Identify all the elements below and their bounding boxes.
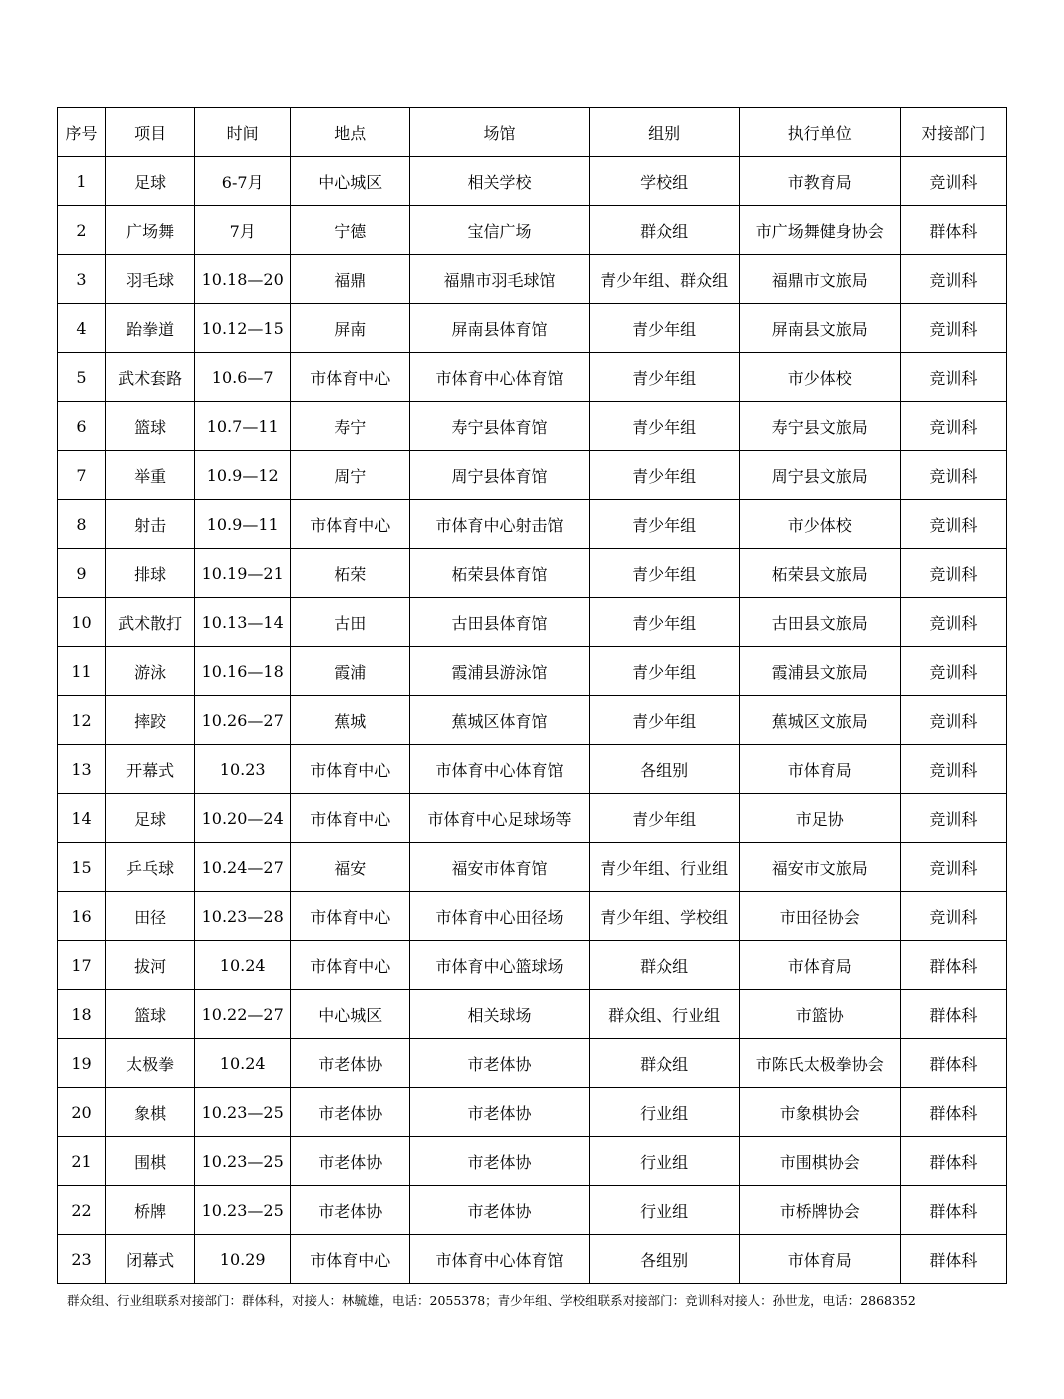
cell-group: 群众组、行业组: [589, 990, 739, 1039]
cell-venue: 霞浦县游泳馆: [410, 647, 589, 696]
header-group: 组别: [589, 108, 739, 157]
cell-location: 周宁: [291, 451, 410, 500]
cell-group: 青少年组、行业组: [589, 843, 739, 892]
cell-group: 青少年组、学校组: [589, 892, 739, 941]
cell-time: 10.16—18: [195, 647, 291, 696]
cell-executor: 古田县文旅局: [739, 598, 900, 647]
cell-index: 14: [58, 794, 106, 843]
cell-venue: 福鼎市羽毛球馆: [410, 255, 589, 304]
cell-department: 竞训科: [900, 353, 1006, 402]
cell-venue: 相关学校: [410, 157, 589, 206]
cell-location: 市体育中心: [291, 892, 410, 941]
cell-location: 中心城区: [291, 990, 410, 1039]
cell-time: 10.24—27: [195, 843, 291, 892]
cell-event: 武术套路: [106, 353, 195, 402]
cell-group: 青少年组、群众组: [589, 255, 739, 304]
cell-location: 福鼎: [291, 255, 410, 304]
cell-department: 竞训科: [900, 549, 1006, 598]
cell-department: 竞训科: [900, 255, 1006, 304]
table-row: [58, 1186, 1007, 1235]
cell-location: 宁德: [291, 206, 410, 255]
cell-executor: 蕉城区文旅局: [739, 696, 900, 745]
cell-executor: 市少体校: [739, 353, 900, 402]
cell-group: 青少年组: [589, 451, 739, 500]
schedule-table: [57, 107, 1007, 1284]
cell-index: 19: [58, 1039, 106, 1088]
cell-venue: 柘荣县体育馆: [410, 549, 589, 598]
cell-department: 竞训科: [900, 451, 1006, 500]
cell-department: 竞训科: [900, 304, 1006, 353]
table-row: [58, 255, 1007, 304]
cell-executor: 屏南县文旅局: [739, 304, 900, 353]
cell-department: 竞训科: [900, 794, 1006, 843]
cell-executor: 市围棋协会: [739, 1137, 900, 1186]
cell-executor: 市陈氏太极拳协会: [739, 1039, 900, 1088]
table-row: [58, 353, 1007, 402]
cell-venue: 蕉城区体育馆: [410, 696, 589, 745]
cell-location: 市体育中心: [291, 794, 410, 843]
cell-executor: 市足协: [739, 794, 900, 843]
cell-index: 9: [58, 549, 106, 598]
cell-event: 广场舞: [106, 206, 195, 255]
header-executor: 执行单位: [739, 108, 900, 157]
cell-venue: 市体育中心射击馆: [410, 500, 589, 549]
cell-index: 10: [58, 598, 106, 647]
header-department: 对接部门: [900, 108, 1006, 157]
cell-location: 寿宁: [291, 402, 410, 451]
cell-time: 10.20—24: [195, 794, 291, 843]
cell-executor: 周宁县文旅局: [739, 451, 900, 500]
cell-executor: 市教育局: [739, 157, 900, 206]
cell-department: 竞训科: [900, 402, 1006, 451]
cell-executor: 市象棋协会: [739, 1088, 900, 1137]
cell-location: 蕉城: [291, 696, 410, 745]
cell-time: 10.26—27: [195, 696, 291, 745]
cell-executor: 市体育局: [739, 745, 900, 794]
cell-executor: 市田径协会: [739, 892, 900, 941]
cell-event: 象棋: [106, 1088, 195, 1137]
cell-executor: 市体育局: [739, 1235, 900, 1284]
cell-venue: 市老体协: [410, 1039, 589, 1088]
cell-time: 10.29: [195, 1235, 291, 1284]
cell-location: 市老体协: [291, 1137, 410, 1186]
cell-location: 市体育中心: [291, 500, 410, 549]
cell-event: 篮球: [106, 402, 195, 451]
header-location: 地点: [291, 108, 410, 157]
cell-group: 各组别: [589, 1235, 739, 1284]
cell-department: 竞训科: [900, 745, 1006, 794]
cell-index: 4: [58, 304, 106, 353]
cell-group: 青少年组: [589, 647, 739, 696]
cell-venue: 屏南县体育馆: [410, 304, 589, 353]
cell-department: 竞训科: [900, 647, 1006, 696]
cell-location: 中心城区: [291, 157, 410, 206]
cell-index: 15: [58, 843, 106, 892]
table-row: [58, 843, 1007, 892]
cell-event: 开幕式: [106, 745, 195, 794]
cell-time: 10.22—27: [195, 990, 291, 1039]
cell-department: 竞训科: [900, 157, 1006, 206]
cell-group: 行业组: [589, 1186, 739, 1235]
cell-time: 10.6—7: [195, 353, 291, 402]
cell-venue: 市体育中心体育馆: [410, 353, 589, 402]
table-body: [58, 157, 1007, 1284]
cell-index: 22: [58, 1186, 106, 1235]
cell-index: 21: [58, 1137, 106, 1186]
cell-index: 8: [58, 500, 106, 549]
cell-executor: 寿宁县文旅局: [739, 402, 900, 451]
cell-time: 10.23—25: [195, 1186, 291, 1235]
cell-event: 乒乓球: [106, 843, 195, 892]
cell-location: 古田: [291, 598, 410, 647]
cell-event: 摔跤: [106, 696, 195, 745]
cell-group: 群众组: [589, 1039, 739, 1088]
table-row: [58, 549, 1007, 598]
cell-time: 10.9—12: [195, 451, 291, 500]
header-index: 序号: [58, 108, 106, 157]
cell-index: 3: [58, 255, 106, 304]
cell-time: 10.18—20: [195, 255, 291, 304]
cell-event: 武术散打: [106, 598, 195, 647]
table-row: [58, 157, 1007, 206]
cell-index: 23: [58, 1235, 106, 1284]
table-row: [58, 696, 1007, 745]
cell-index: 1: [58, 157, 106, 206]
cell-group: 群众组: [589, 941, 739, 990]
cell-index: 17: [58, 941, 106, 990]
cell-time: 10.24: [195, 941, 291, 990]
cell-group: 行业组: [589, 1137, 739, 1186]
cell-department: 竞训科: [900, 500, 1006, 549]
cell-group: 青少年组: [589, 696, 739, 745]
cell-index: 13: [58, 745, 106, 794]
cell-executor: 市桥牌协会: [739, 1186, 900, 1235]
header-time: 时间: [195, 108, 291, 157]
cell-event: 跆拳道: [106, 304, 195, 353]
table-row: [58, 647, 1007, 696]
cell-executor: 市体育局: [739, 941, 900, 990]
cell-venue: 市体育中心足球场等: [410, 794, 589, 843]
cell-time: 10.23—25: [195, 1088, 291, 1137]
cell-index: 11: [58, 647, 106, 696]
cell-event: 桥牌: [106, 1186, 195, 1235]
table-row: [58, 500, 1007, 549]
table-row: [58, 745, 1007, 794]
cell-location: 市体育中心: [291, 745, 410, 794]
table-row: [58, 598, 1007, 647]
cell-index: 18: [58, 990, 106, 1039]
table-row: [58, 402, 1007, 451]
cell-index: 2: [58, 206, 106, 255]
cell-group: 青少年组: [589, 598, 739, 647]
cell-location: 柘荣: [291, 549, 410, 598]
cell-location: 市体育中心: [291, 941, 410, 990]
cell-venue: 相关球场: [410, 990, 589, 1039]
cell-department: 群体科: [900, 1137, 1006, 1186]
cell-event: 排球: [106, 549, 195, 598]
cell-executor: 市广场舞健身协会: [739, 206, 900, 255]
cell-group: 青少年组: [589, 353, 739, 402]
cell-executor: 福安市文旅局: [739, 843, 900, 892]
cell-group: 各组别: [589, 745, 739, 794]
cell-venue: 市体育中心田径场: [410, 892, 589, 941]
cell-group: 学校组: [589, 157, 739, 206]
cell-index: 6: [58, 402, 106, 451]
table-row: [58, 206, 1007, 255]
cell-event: 足球: [106, 794, 195, 843]
cell-group: 青少年组: [589, 549, 739, 598]
cell-group: 青少年组: [589, 794, 739, 843]
schedule-sheet: [57, 107, 1007, 1309]
cell-venue: 市体育中心篮球场: [410, 941, 589, 990]
cell-group: 行业组: [589, 1088, 739, 1137]
header-venue: 场馆: [410, 108, 589, 157]
cell-venue: 市老体协: [410, 1088, 589, 1137]
cell-event: 田径: [106, 892, 195, 941]
cell-executor: 市少体校: [739, 500, 900, 549]
cell-time: 6-7月: [195, 157, 291, 206]
cell-department: 群体科: [900, 1235, 1006, 1284]
cell-venue: 市老体协: [410, 1137, 589, 1186]
cell-department: 竞训科: [900, 843, 1006, 892]
cell-event: 太极拳: [106, 1039, 195, 1088]
cell-group: 青少年组: [589, 304, 739, 353]
cell-venue: 周宁县体育馆: [410, 451, 589, 500]
table-row: [58, 451, 1007, 500]
header-event: 项目: [106, 108, 195, 157]
cell-location: 屏南: [291, 304, 410, 353]
cell-index: 16: [58, 892, 106, 941]
cell-event: 射击: [106, 500, 195, 549]
table-row: [58, 304, 1007, 353]
cell-time: 10.13—14: [195, 598, 291, 647]
table-row: [58, 941, 1007, 990]
cell-department: 竞训科: [900, 598, 1006, 647]
cell-index: 20: [58, 1088, 106, 1137]
cell-time: 10.19—21: [195, 549, 291, 598]
cell-venue: 古田县体育馆: [410, 598, 589, 647]
cell-department: 群体科: [900, 206, 1006, 255]
cell-group: 青少年组: [589, 402, 739, 451]
cell-venue: 市体育中心体育馆: [410, 1235, 589, 1284]
cell-venue: 福安市体育馆: [410, 843, 589, 892]
cell-location: 市老体协: [291, 1088, 410, 1137]
cell-executor: 霞浦县文旅局: [739, 647, 900, 696]
table-row: [58, 1137, 1007, 1186]
cell-department: 群体科: [900, 1186, 1006, 1235]
cell-time: 10.9—11: [195, 500, 291, 549]
cell-time: 10.23—25: [195, 1137, 291, 1186]
cell-executor: 福鼎市文旅局: [739, 255, 900, 304]
table-row: [58, 892, 1007, 941]
cell-venue: 市老体协: [410, 1186, 589, 1235]
cell-index: 5: [58, 353, 106, 402]
cell-department: 群体科: [900, 990, 1006, 1039]
cell-time: 7月: [195, 206, 291, 255]
table-row: [58, 1235, 1007, 1284]
cell-time: 10.12—15: [195, 304, 291, 353]
cell-location: 市体育中心: [291, 353, 410, 402]
table-row: [58, 794, 1007, 843]
table-row: [58, 990, 1007, 1039]
cell-event: 篮球: [106, 990, 195, 1039]
cell-time: 10.24: [195, 1039, 291, 1088]
cell-location: 市老体协: [291, 1186, 410, 1235]
cell-venue: 寿宁县体育馆: [410, 402, 589, 451]
cell-venue: 市体育中心体育馆: [410, 745, 589, 794]
cell-executor: 市篮协: [739, 990, 900, 1039]
cell-executor: 柘荣县文旅局: [739, 549, 900, 598]
table-row: [58, 1039, 1007, 1088]
table-row: [58, 1088, 1007, 1137]
contact-note: 群众组、行业组联系对接部门：群体科，对接人：林毓雄，电话：2055378；青少年组、学校组联系对接部门：竞训科对接人：孙世龙，电话：2868352: [67, 1293, 916, 1308]
cell-venue: 宝信广场: [410, 206, 589, 255]
cell-department: 群体科: [900, 1088, 1006, 1137]
cell-time: 10.23: [195, 745, 291, 794]
cell-location: 市体育中心: [291, 1235, 410, 1284]
cell-index: 12: [58, 696, 106, 745]
cell-event: 游泳: [106, 647, 195, 696]
cell-event: 围棋: [106, 1137, 195, 1186]
cell-event: 足球: [106, 157, 195, 206]
cell-location: 霞浦: [291, 647, 410, 696]
table-header-row: [58, 108, 1007, 157]
cell-index: 7: [58, 451, 106, 500]
cell-event: 羽毛球: [106, 255, 195, 304]
cell-department: 群体科: [900, 941, 1006, 990]
cell-event: 举重: [106, 451, 195, 500]
cell-event: 闭幕式: [106, 1235, 195, 1284]
cell-group: 青少年组: [589, 500, 739, 549]
cell-location: 福安: [291, 843, 410, 892]
cell-department: 竞训科: [900, 696, 1006, 745]
cell-event: 拔河: [106, 941, 195, 990]
cell-group: 群众组: [589, 206, 739, 255]
cell-location: 市老体协: [291, 1039, 410, 1088]
cell-time: 10.23—28: [195, 892, 291, 941]
cell-time: 10.7—11: [195, 402, 291, 451]
cell-department: 竞训科: [900, 892, 1006, 941]
cell-department: 群体科: [900, 1039, 1006, 1088]
